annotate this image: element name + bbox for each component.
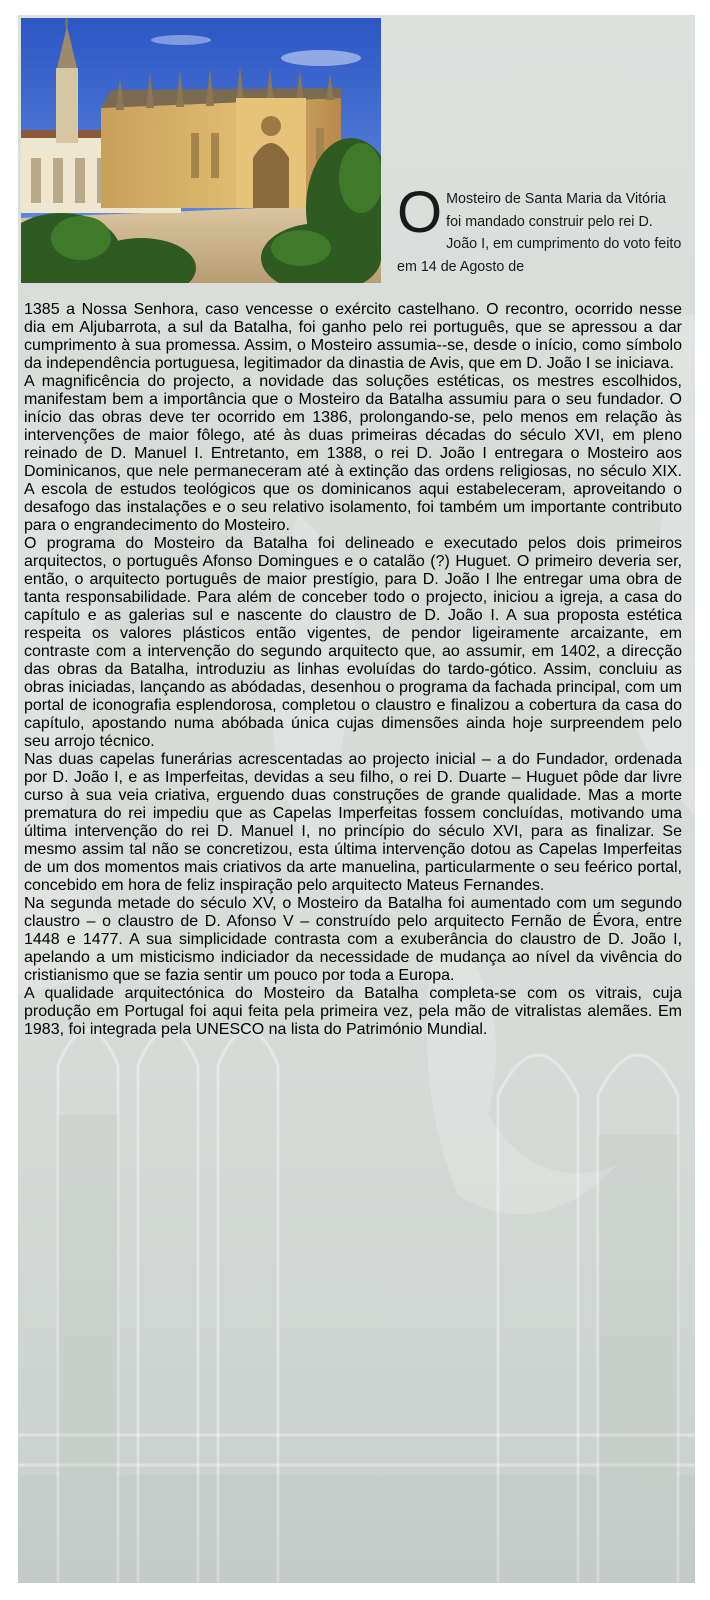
intro-paragraph xyxy=(397,180,682,278)
paragraph-4: Nas duas capelas funerárias acrescentadas ao projecto inicial – a do Fundador, ordenada por D. João I, e as Imperfeitas, devidas a seu filho, o rei D. Duarte – Huguet pôde dar livre curso à sua veia criativa, erguendo duas construções de grande qualidade. Mas a morte prematura do rei impediu que as Capelas Imperfeitas fossem concluídas, motivando uma última intervenção do rei D. Manuel I, no princípio do século XVI, para as finalizar. Se mesmo assim tal não se concretizou, esta última intervenção dotou as Capelas Imperfeitas de um dos momentos mais criativos da arte manuelina, particularmente o seu feérico portal, concebido em hora de feliz inspiração pelo arquitecto Mateus Fernandes. xyxy=(24,751,682,894)
paragraph-3: O programa do Mosteiro da Batalha foi delineado e executado pelos dois primeiros arquitectos, o português Afonso Domingues e o catalão (?) Huguet. O primeiro deveria ser, então, o arquitecto português de maior prestígio, para D. João I lhe entregar uma obra de tanta responsabilidade. Para além de conceber todo o projecto, iniciou a igreja, a casa do capítulo e as galerias sul e nascente do claustro de D. João I. A sua proposta estética respeita os valores plásticos então vigentes, de pendor ligeiramente arcaizante, em contraste com a intervenção do segundo arquitecto que, ao assumir, em 1402, a direcção das obras da Batalha, introduziu as linhas evoluídas do tardo-gótico. Assim, concluiu as obras iniciadas, lançando as abódadas, desenhou o programa da fachada principal, com um portal de iconografia esplendorosa, completou o claustro e finalizou a cobertura da casa do capítulo, apostando numa abóbada única cujas dimensões ainda hoje surpreendem pelo seu arrojo técnico. xyxy=(24,535,682,750)
paragraph-1: 1385 a Nossa Senhora, caso vencesse o exército castelhano. O recontro, ocorrido nesse dia em Aljubarrota, a sul da Batalha, foi ganho pelo rei português, que se apressou a dar cumprimento à sua promessa. Assim, o Mosteiro assumia--se, desde o início, como símbolo da independência portuguesa, legitimador da dinastia de Avis, que em D. João I se iniciava. xyxy=(24,301,682,372)
paragraph-5: Na segunda metade do século XV, o Mosteiro da Batalha foi aumentado com um segundo claustro – o claustro de D. Afonso V – construído pelo arquitecto Fernão de Évora, entre 1448 e 1477. A sua simplicidade contrasta com a exuberância do claustro de D. João I, apelando a um misticismo indiciador da necessidade de mudança ao nível da vivência do cristianismo que se fazia sentir um pouco por toda a Europa. xyxy=(24,895,682,984)
monastery-photo xyxy=(21,18,381,283)
brochure-page xyxy=(18,15,695,1583)
intro-text: Mosteiro de Santa Maria da Vitória foi mandado construir pelo rei D. João I, em cumprimento do voto feito em 14 de Agosto de xyxy=(397,191,682,275)
photo-monastery-icon xyxy=(21,18,381,283)
paragraph-2: A magnificência do projecto, a novidade das soluções estéticas, os mestres escolhidos, manifestam bem a importância que o Mosteiro da Batalha assumiu para o seu fundador. O início das obras deve ter ocorrido em 1386, prolongando-se, pelo menos em relação às intervenções de maior fôlego, até às duas primeiras décadas do século XVI, em pleno reinado de D. Manuel I. Entretanto, em 1388, o rei D. João I entregara o Mosteiro aos Dominicanos, que nele permaneceram até à extinção das ordens religiosas, no século XIX. A escola de estudos teológicos que os dominicanos aqui estabeleceram, aproveitando o desafogo das instalações e o seu relativo isolamento, foi também um importante contributo para o engrandecimento do Mosteiro. xyxy=(24,373,682,534)
drop-cap: O xyxy=(397,180,443,245)
paragraph-6: A qualidade arquitectónica do Mosteiro da Batalha completa-se com os vitrais, cuja produção em Portugal foi aqui feita pela primeira vez, pela mão de vitralistas alemães. Em 1983, foi integrada pela UNESCO na lista do Património Mundial. xyxy=(24,985,682,1038)
article-body xyxy=(18,301,695,1039)
